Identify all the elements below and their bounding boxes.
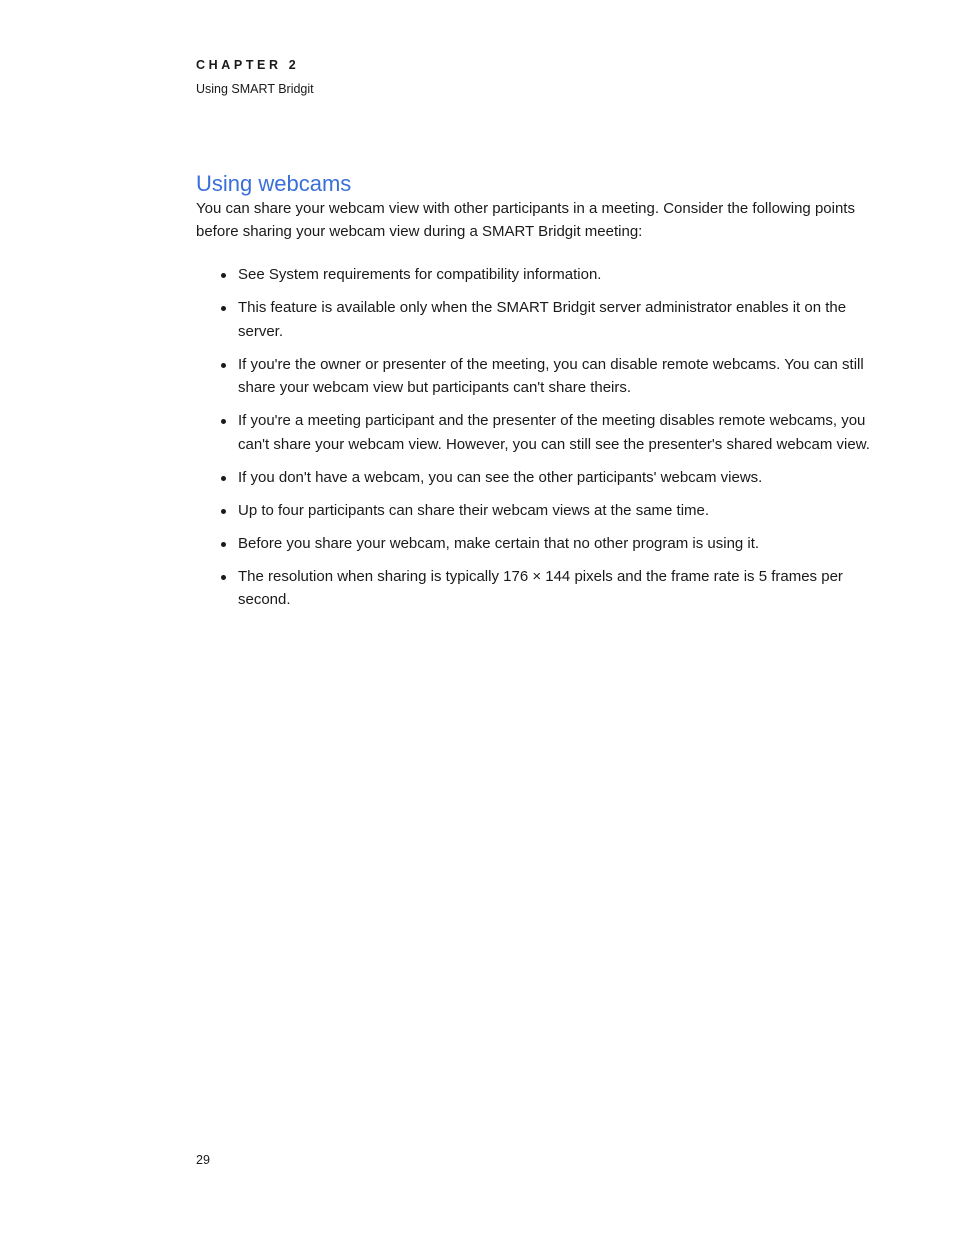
bullet-icon xyxy=(221,363,226,368)
list-item-text: Up to four participants can share their webcam views at the same time. xyxy=(238,501,710,519)
bullet-icon xyxy=(221,509,226,514)
list-item xyxy=(238,532,870,556)
list-item-text: The resolution when sharing is typically 176 × 144 pixels and the frame rate is 5 frames per second. xyxy=(238,567,843,608)
list-item xyxy=(238,409,870,456)
list-item xyxy=(238,499,870,523)
list-item xyxy=(238,296,870,343)
bullet-icon xyxy=(221,542,226,547)
list-item-text: See System requirements for compatibility information. xyxy=(238,266,602,283)
list-item-text: If you don't have a webcam, you can see the other participants' webcam views. xyxy=(238,468,763,486)
list-item-text: If you're the owner or presenter of the meeting, you can disable remote webcams. You can still share your webcam view but participants can't share theirs. xyxy=(238,355,864,396)
list-item xyxy=(238,466,870,490)
page-number: 29 xyxy=(196,1153,210,1167)
chapter-title: Using SMART Bridgit xyxy=(196,82,314,96)
chapter-label: CHAPTER 2 xyxy=(196,58,300,72)
list-item-text: If you're a meeting participant and the presenter of the meeting disables remote webcams, you can't share your webcam view. However, you can still see the presenter's shared webcam view. xyxy=(238,412,870,453)
list-item xyxy=(238,353,870,400)
section-heading: Using webcams xyxy=(196,171,352,196)
bullet-icon xyxy=(221,476,226,481)
intro-paragraph: You can share your webcam view with other participants in a meeting. Consider the following points before sharing your webcam view during a SMART Bridgit meeting: xyxy=(196,200,855,240)
bullet-icon xyxy=(221,419,226,424)
list-item-text: This feature is available only when the SMART Bridgit server administrator enables it on the server. xyxy=(238,299,847,340)
bullet-list xyxy=(238,263,870,621)
list-item xyxy=(238,263,870,287)
list-item-text: Before you share your webcam, make certain that no other program is using it. xyxy=(238,534,760,552)
list-item xyxy=(238,565,870,612)
bullet-icon xyxy=(221,306,226,311)
bullet-icon xyxy=(221,273,226,278)
bullet-icon xyxy=(221,575,226,580)
